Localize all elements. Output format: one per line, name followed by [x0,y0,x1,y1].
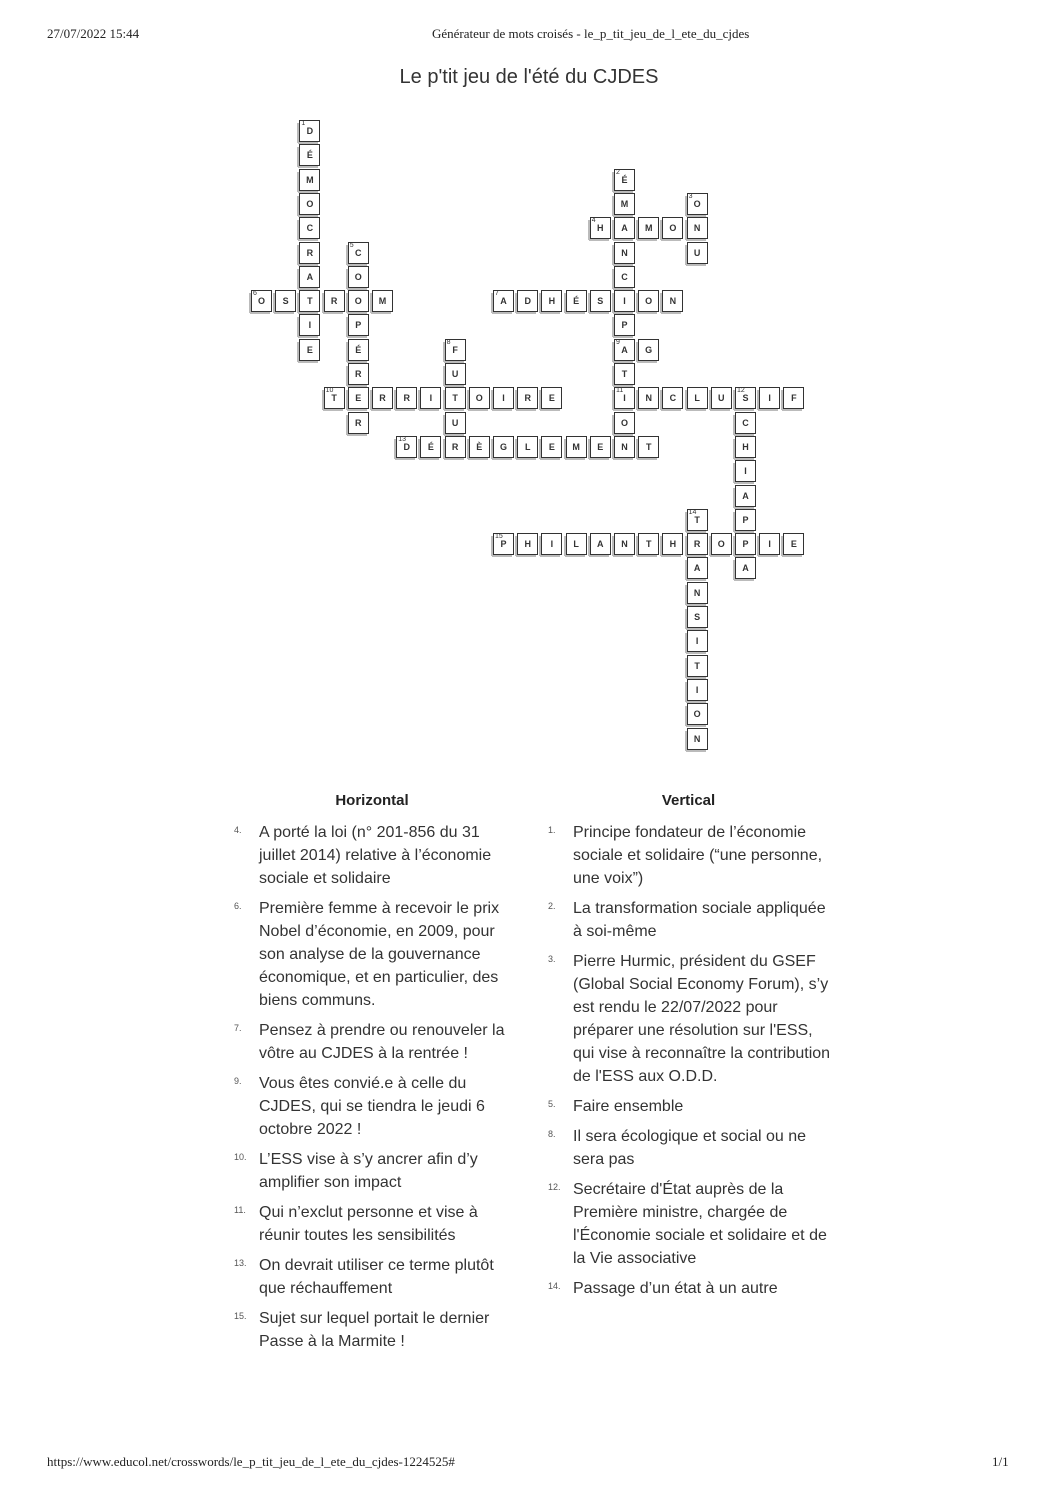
vertical-clue [546,821,831,890]
grid-cell[interactable] [687,703,708,725]
grid-cell[interactable] [469,387,490,409]
grid-cell[interactable] [299,120,320,142]
grid-letter: R [403,393,410,404]
grid-cell[interactable] [687,217,708,239]
grid-cell[interactable] [445,436,466,458]
grid-cell[interactable] [469,436,490,458]
grid-letter: T [621,369,628,379]
grid-cell[interactable] [638,387,659,409]
grid-letter: O [354,271,362,282]
grid-letter: L [694,393,700,404]
grid-letter: D [524,296,531,307]
grid-letter: A [742,490,749,501]
grid-letter: E [355,393,362,404]
grid-cell[interactable] [348,242,369,264]
grid-cell[interactable] [687,533,708,555]
grid-letter: O [717,539,725,550]
grid-clue-number: 8 [446,338,451,346]
grid-letter: È [476,441,483,452]
clue-text: Vous êtes convié.e à celle du CJDES, qui se tiendra le jeudi 6 octobre 2022 ! [259,1075,485,1138]
grid-cell[interactable] [687,728,708,750]
grid-cell[interactable] [614,339,635,361]
grid-cell[interactable] [396,387,417,409]
grid-letter: E [597,441,604,452]
grid-letter: É [573,296,580,307]
grid-cell[interactable] [614,436,635,458]
grid-clue-number: 3 [688,192,693,200]
grid-letter: H [742,441,749,452]
grid-clue-number: 1 [301,120,306,127]
grid-cell[interactable] [687,655,708,677]
grid-cell[interactable] [590,436,611,458]
horizontal-clue [232,1307,512,1353]
grid-letter: D [306,126,314,136]
vertical-clue [546,1178,831,1270]
print-url: https://www.educol.net/crosswords/le_p_tit_jeu_de_l_ete_du_cjdes-1224525# [47,1454,455,1469]
grid-cell[interactable] [541,436,562,458]
grid-cell[interactable] [687,387,708,409]
grid-letter: C [355,247,362,258]
grid-cell[interactable] [396,436,417,458]
grid-cell[interactable] [372,387,393,409]
grid-letter: A [621,344,628,355]
grid-letter: I [768,393,771,404]
clue-number: 14. [548,1281,561,1291]
grid-cell[interactable] [299,144,320,166]
grid-cell[interactable] [662,387,683,409]
grid-letter: I [744,466,747,477]
grid-cell[interactable] [614,412,635,434]
grid-letter: T [694,514,700,525]
grid-clue-number: 11 [616,387,624,395]
grid-cell[interactable] [566,436,587,458]
grid-cell[interactable] [783,533,804,555]
grid-letter: R [524,393,531,404]
grid-cell[interactable] [711,387,732,409]
grid-letter: H [548,296,556,307]
grid-letter: O [475,393,483,404]
grid-letter: C [669,393,677,404]
grid-letter: R [693,539,701,550]
vertical-clue [546,950,831,1088]
grid-letter: H [524,539,531,550]
grid-letter: O [693,709,701,720]
grid-letter: C [742,417,749,428]
grid-letter: R [379,393,386,404]
grid-clue-number: 10 [325,387,334,395]
horizontal-clue [232,1201,512,1247]
grid-letter: A [306,271,314,282]
grid-letter: C [621,271,628,282]
grid-letter: I [623,296,626,307]
grid-cell[interactable] [687,557,708,579]
grid-cell[interactable] [735,387,756,409]
grid-letter: R [306,247,314,258]
grid-letter: A [597,539,604,550]
grid-cell[interactable] [735,485,756,507]
grid-letter: É [427,441,434,452]
grid-letter: É [621,174,628,185]
horizontal-clue [232,1254,512,1300]
grid-letter: N [669,296,677,307]
grid-letter: C [306,223,314,234]
grid-cell[interactable] [348,290,369,312]
grid-cell[interactable] [735,436,756,458]
grid-cell[interactable] [783,387,804,409]
clue-number: 3. [548,954,556,964]
grid-cell[interactable] [687,242,708,264]
vertical-clue-list [546,821,831,1300]
grid-cell[interactable] [348,387,369,409]
grid-cell[interactable] [251,290,272,312]
grid-letter: O [306,198,314,209]
clue-text: Qui n’exclut personne et vise à réunir toutes les sensibilités [259,1204,478,1244]
grid-cell[interactable] [541,533,562,555]
clue-number: 1. [548,825,556,835]
grid-cell[interactable] [517,436,538,458]
grid-letter: T [694,660,700,671]
grid-letter: T [307,296,313,307]
grid-letter: N [693,587,701,598]
grid-cell[interactable] [735,412,756,434]
grid-cell[interactable] [493,436,514,458]
grid-cell[interactable] [348,339,369,361]
grid-letter: E [306,344,313,355]
grid-letter: F [791,393,797,404]
grid-cell[interactable] [759,387,780,409]
vertical-clue [546,897,831,943]
grid-letter: S [742,393,749,404]
grid-clue-number: 2 [616,168,620,176]
grid-cell[interactable] [517,533,538,555]
grid-cell[interactable] [687,193,708,215]
clue-text: Il sera écologique et social ou ne sera pas [573,1128,807,1168]
grid-cell[interactable] [299,339,320,361]
grid-letter: R [355,417,362,428]
grid-letter: T [331,393,337,404]
grid-cell[interactable] [566,533,587,555]
grid-letter: U [451,417,459,428]
grid-letter: R [330,296,338,307]
grid-letter: M [620,198,629,209]
grid-cell[interactable] [299,266,320,288]
print-page-number: 1/1 [992,1454,1009,1469]
grid-cell[interactable] [590,533,611,555]
grid-cell[interactable] [687,582,708,604]
grid-cell[interactable] [517,290,538,312]
grid-letter: M [378,296,387,307]
grid-cell[interactable] [614,266,635,288]
grid-cell[interactable] [687,606,708,628]
grid-cell[interactable] [566,290,587,312]
grid-cell[interactable] [324,387,345,409]
grid-letter: P [742,539,749,550]
grid-letter: N [693,733,701,744]
clue-number: 15. [234,1311,247,1321]
print-doc-title: Générateur de mots croisés - le_p_tit_jeu_de_l_ete_du_cjdes [432,26,750,41]
grid-cell[interactable] [299,193,320,215]
vertical-clue [546,1277,831,1300]
grid-letter: O [645,296,653,307]
grid-cell[interactable] [541,387,562,409]
grid-letter: H [597,223,604,234]
grid-cell[interactable] [299,169,320,191]
grid-letter: I [429,393,433,404]
clue-text: Principe fondateur de l’économie sociale et solidaire (“une personne, une voix”) [573,824,823,887]
grid-cell[interactable] [614,193,635,215]
grid-letter: O [257,296,265,307]
horizontal-clue [232,897,512,1012]
grid-letter: N [693,223,701,234]
grid-letter: D [403,441,410,452]
grid-letter: S [597,296,604,307]
grid-letter: S [282,296,289,307]
grid-cell[interactable] [445,412,466,434]
clue-number: 12. [548,1182,561,1192]
grid-letter: O [354,296,362,307]
clue-number: 4. [234,825,242,835]
grid-cell[interactable] [638,436,659,458]
grid-cell[interactable] [493,290,514,312]
grid-letter: H [669,539,677,550]
grid-cell[interactable] [614,314,635,336]
grid-letter: P [500,539,507,550]
grid-letter: I [768,539,771,550]
grid-cell[interactable] [638,217,659,239]
grid-letter: N [621,539,628,550]
grid-cell[interactable] [614,242,635,264]
grid-letter: L [524,441,531,452]
grid-cell[interactable] [614,533,635,555]
grid-cell[interactable] [711,533,732,555]
grid-letter: O [620,417,628,428]
grid-cell[interactable] [493,387,514,409]
grid-cell[interactable] [735,460,756,482]
grid-cell[interactable] [735,557,756,579]
grid-letter: O [693,198,701,209]
grid-letter: I [308,320,312,331]
grid-cell[interactable] [662,290,683,312]
grid-letter: A [500,296,507,307]
clue-text: Pierre Hurmic, président du GSEF (Global Social Economy Forum), s’y est rendu le 22/07/2022 pour préparer une résolution sur l'ESS, qui vise à reconnaître la contribution de l'ESS aux O.D.D. [573,953,831,1085]
grid-letter: É [355,344,362,355]
grid-cell[interactable] [348,314,369,336]
grid-letter: R [355,369,362,379]
grid-letter: N [645,393,652,404]
grid-cell[interactable] [687,630,708,652]
grid-letter: I [695,636,699,647]
vertical-clue [546,1095,831,1118]
clue-number: 11. [234,1205,246,1215]
grid-letter: I [550,539,554,550]
grid-letter: S [694,612,701,622]
grid-cell[interactable] [445,363,466,385]
grid-letter: I [695,684,699,695]
grid-letter: I [502,393,505,404]
grid-cell[interactable] [517,387,538,409]
grid-cell[interactable] [759,533,780,555]
grid-cell[interactable] [638,339,659,361]
page-title: Le p'tit jeu de l'été du CJDES [399,66,659,88]
grid-cell[interactable] [348,412,369,434]
grid-letter: M [572,441,580,452]
grid-letter: A [621,223,628,234]
vertical-clue [546,1125,831,1171]
grid-letter: F [452,344,458,355]
grid-clue-number: 9 [616,338,620,346]
clue-text: On devrait utiliser ce terme plutôt que réchauffement [259,1257,494,1297]
clue-text: La transformation sociale appliquée à soi-même [573,900,826,940]
clue-number: 5. [548,1099,556,1109]
horizontal-clue [232,1148,512,1194]
grid-letter: E [548,393,555,404]
grid-letter: L [573,539,579,550]
grid-cell[interactable] [445,339,466,361]
grid-cell[interactable] [275,290,296,312]
grid-clue-number: 7 [495,290,499,298]
horizontal-clue [232,821,512,890]
grid-letter: E [548,441,555,452]
grid-cell[interactable] [493,533,514,555]
clue-text: Secrétaire d'État auprès de la Première ministre, chargée de l'Économie sociale et solidaire et de la Vie associative [573,1181,827,1267]
grid-letter: E [790,539,797,550]
clue-text: Pensez à prendre ou renouveler la vôtre au CJDES à la rentrée ! [259,1022,505,1062]
clue-text: Première femme à recevoir le prix Nobel d’économie, en 2009, pour son analyse de la gouvernance économique, et en particulier, des biens communs. [259,900,500,1009]
grid-cell[interactable] [299,217,320,239]
grid-cell[interactable] [348,266,369,288]
grid-letter: N [621,247,628,258]
grid-letter: T [645,539,652,550]
grid-cell[interactable] [638,533,659,555]
grid-cell[interactable] [348,363,369,385]
grid-letter: M [306,174,314,185]
print-datetime: 27/07/2022 15:44 [47,26,140,41]
clue-number: 2. [548,901,556,911]
grid-letter: O [669,223,677,234]
grid-cell[interactable] [614,363,635,385]
grid-letter: N [621,441,628,452]
grid-cell[interactable] [299,314,320,336]
grid-letter: T [645,441,652,452]
grid-cell[interactable] [420,436,441,458]
grid-cell[interactable] [638,290,659,312]
grid-cell[interactable] [614,217,635,239]
horizontal-clue-list [232,821,512,1353]
grid-letter: U [451,369,459,379]
grid-letter: G [499,441,507,452]
clue-text: L’ESS vise à s’y ancrer afin d’y amplifier son impact [259,1151,478,1191]
grid-letter: T [452,393,458,404]
grid-letter: P [742,514,749,525]
clue-number: 9. [234,1076,242,1086]
grid-clue-number: 12 [737,387,745,395]
grid-clue-number: 15 [495,533,503,541]
horizontal-clues [232,792,512,1360]
clue-number: 8. [548,1129,556,1139]
horizontal-heading: Horizontal [335,792,409,809]
vertical-heading: Vertical [661,792,716,809]
grid-cell[interactable] [299,242,320,264]
grid-cell[interactable] [324,290,345,312]
vertical-clues [546,792,831,1307]
clue-text: A porté la loi (n° 201-856 du 31 juillet 2014) relative à l’économie sociale et solidaire [259,824,492,887]
grid-letter: M [644,223,653,234]
grid-cell[interactable] [590,290,611,312]
grid-cell[interactable] [541,290,562,312]
grid-letter: U [693,247,701,258]
grid-letter: A [693,563,701,574]
grid-cell[interactable] [662,217,683,239]
grid-clue-number: 14 [688,508,697,516]
grid-letter: R [451,441,459,452]
clue-number: 10. [234,1152,247,1162]
grid-clue-number: 4 [591,217,596,225]
grid-cell[interactable] [735,533,756,555]
grid-clue-number: 5 [349,241,354,249]
grid-letter: U [718,393,725,404]
clue-number: 6. [234,901,242,911]
grid-cell[interactable] [614,290,635,312]
grid-cell[interactable] [420,387,441,409]
clue-text: Faire ensemble [573,1098,684,1115]
grid-cell[interactable] [614,169,635,191]
grid-letter: É [306,150,313,161]
grid-cell[interactable] [299,290,320,312]
grid-letter: I [623,393,626,404]
clue-text: Sujet sur lequel portait le dernier Passe à la Marmite ! [259,1310,490,1350]
horizontal-clue [232,1019,512,1065]
grid-cell[interactable] [687,679,708,701]
grid-cell[interactable] [445,387,466,409]
grid-cell[interactable] [372,290,393,312]
grid-cell[interactable] [614,387,635,409]
grid-cell[interactable] [590,217,611,239]
grid-letter: G [645,344,653,355]
horizontal-clue [232,1072,512,1141]
grid-clue-number: 6 [253,290,257,298]
grid-cell[interactable] [687,509,708,531]
clue-number: 13. [234,1258,247,1268]
grid-letter: A [742,563,749,574]
grid-cell[interactable] [662,533,683,555]
grid-cell[interactable] [735,509,756,531]
grid-letter: P [355,320,362,331]
clue-number: 7. [234,1023,242,1033]
grid-letter: P [621,320,628,331]
grid-clue-number: 13 [398,435,406,443]
clue-text: Passage d’un état à un autre [573,1280,778,1297]
